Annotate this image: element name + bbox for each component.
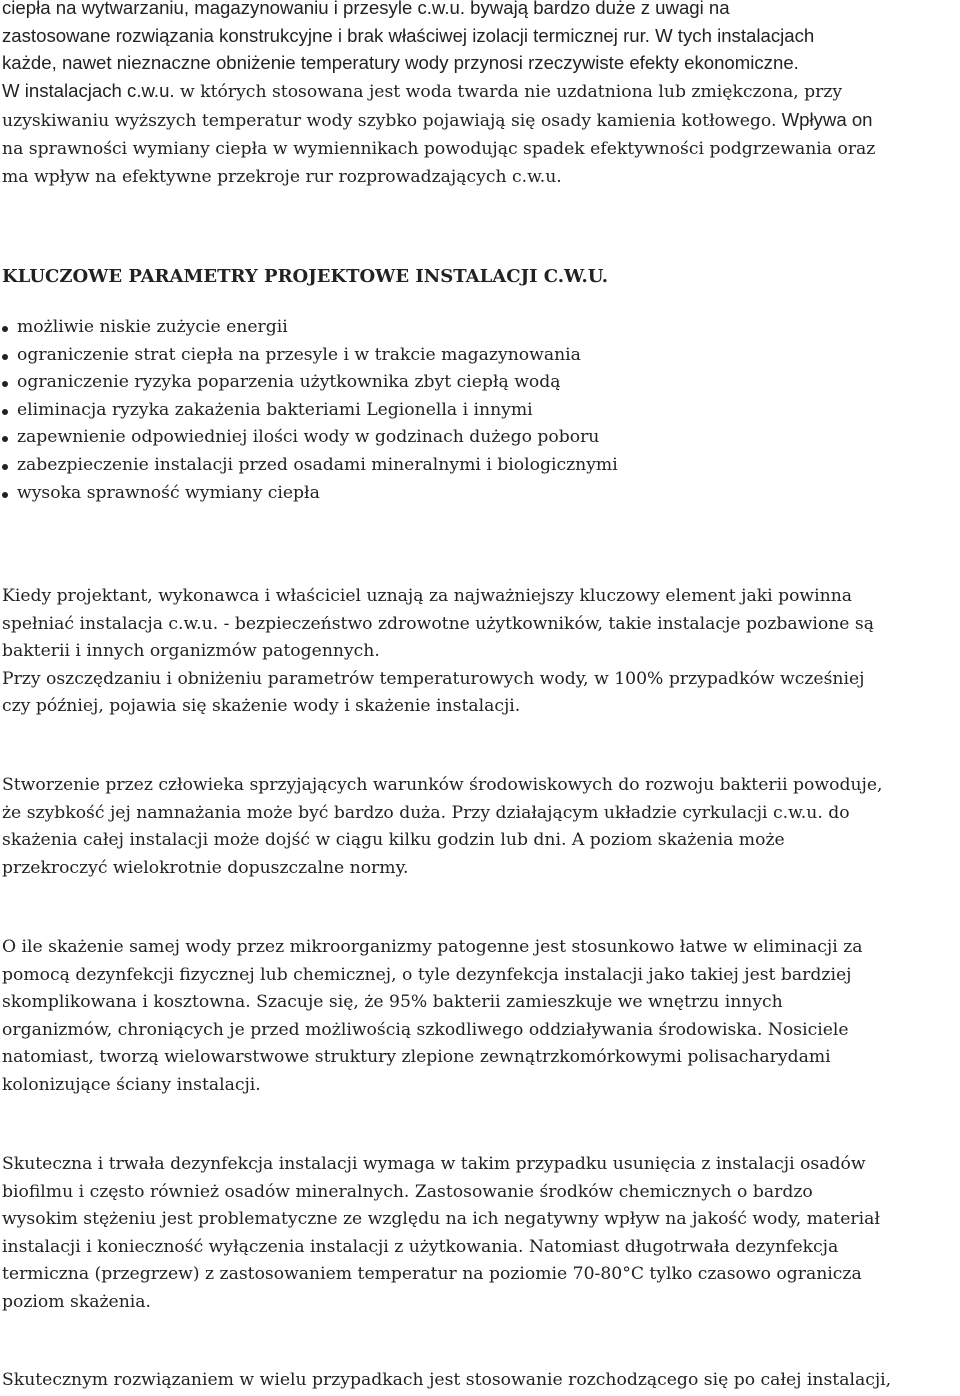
list-item: eliminacja ryzyka zakażenia bakteriami Legionella i innymi bbox=[17, 397, 618, 425]
paragraph-2 bbox=[2, 772, 960, 882]
para2-line-3: skażenia całej instalacji może dojść w ciągu kilku godzin lub dni. A poziom skażenia może bbox=[2, 830, 785, 851]
intro-line-5-start: uzyskiwaniu wyższych temperatur wody szybko pojawiają się osady kamienia kotłowego. bbox=[2, 111, 777, 132]
intro-line-4-start: W instalacjach c.w.u. bbox=[2, 79, 175, 101]
section-heading: KLUCZOWE PARAMETRY PROJEKTOWE INSTALACJI C.W.U. bbox=[2, 266, 609, 287]
intro-line-1: ciepła na wytwarzaniu, magazynowaniu i przesyle c.w.u. bywają bardzo duże z uwagi na bbox=[2, 0, 730, 18]
list-item: zabezpieczenie instalacji przed osadami mineralnymi i biologicznymi bbox=[17, 452, 618, 480]
para1-line-5: czy później, pojawia się skażenie wody i skażenie instalacji. bbox=[2, 696, 521, 717]
para3-line-6: kolonizujące ściany instalacji. bbox=[2, 1074, 261, 1095]
para1-line-1: Kiedy projektant, wykonawca i właściciel uznają za najważniejszy kluczowy element jaki powinna bbox=[2, 586, 853, 606]
paragraph-4 bbox=[2, 1151, 960, 1317]
para2-line-1: Stworzenie przez człowieka sprzyjających warunków środowiskowych do rozwoju bakterii powoduje, bbox=[2, 775, 883, 795]
para1-line-4: Przy oszczędzaniu i obniżeniu parametrów temperaturowych wody, w 100% przypadków wcześniej bbox=[2, 668, 865, 689]
para3-line-5: natomiast, tworzą wielowarstwowe struktury zlepione zewnątrzkomórkowymi polisacharydami bbox=[2, 1047, 831, 1068]
intro-line-4-rest: w których stosowana jest woda twarda nie uzdatniona lub zmiękczona, przy bbox=[174, 81, 843, 102]
intro-line-4 bbox=[2, 77, 960, 107]
intro-line-3: każde, nawet nieznaczne obniżenie temperatury wody przynosi rzeczywiste efekty ekonomiczne. bbox=[2, 52, 799, 74]
list-item: wysoka sprawność wymiany ciepła bbox=[17, 480, 618, 508]
para3-line-1: O ile skażenie samej wody przez mikroorganizmy patogenne jest stosunkowo łatwe w eliminacji za bbox=[2, 937, 863, 957]
intro-line-2: zastosowane rozwiązania konstrukcyjne i brak właściwej izolacji termicznej rur. W tych instalacjach bbox=[2, 24, 815, 46]
para4-line-3: wysokim stężeniu jest problematyczne ze względu na ich negatywny wpływ na jakość wody, materiał bbox=[2, 1209, 880, 1230]
para1-line-3: bakterii i innych organizmów patogennych. bbox=[2, 641, 380, 662]
intro-line-7: ma wpływ na efektywne przekroje rur rozprowadzających c.w.u. bbox=[2, 166, 562, 187]
para4-line-5: termiczna (przegrzew) z zastosowaniem temperatur na poziomie 70-80°C tylko czasowo ogranicza bbox=[2, 1264, 862, 1285]
intro-line-6: na sprawności wymiany ciepła w wymiennikach powodując spadek efektywności podgrzewania oraz bbox=[2, 138, 876, 159]
list-item: ograniczenie strat ciepła na przesyle i w trakcie magazynowania bbox=[17, 342, 618, 370]
para4-line-4: instalacji i konieczność wyłączenia instalacji z użytkowania. Natomiast długotrwała dezynfekcja bbox=[2, 1236, 839, 1257]
list-item: ograniczenie ryzyka poparzenia użytkownika zbyt ciepłą wodą bbox=[17, 369, 618, 397]
para3-line-2: pomocą dezynfekcji fizycznej lub chemicznej, o tyle dezynfekcja instalacji jako takiej jest bardziej bbox=[2, 964, 852, 985]
para2-line-2: że szybkość jej namnażania może być bardzo duża. Przy działającym układzie cyrkulacji c.w.u. do bbox=[2, 802, 850, 823]
intro-line-5-end: Wpływa on bbox=[776, 109, 873, 131]
paragraph-3 bbox=[2, 934, 960, 1100]
list-item: możliwie niskie zużycie energii bbox=[17, 314, 618, 342]
para4-line-6: poziom skażenia. bbox=[2, 1291, 151, 1312]
intro-line-5 bbox=[2, 106, 960, 136]
para2-line-4: przekroczyć wielokrotnie dopuszczalne normy. bbox=[2, 857, 409, 878]
para4-line-2: biofilmu i często również osadów mineralnych. Zastosowanie środków chemicznych o bardzo bbox=[2, 1181, 813, 1202]
para3-line-3: skomplikowana i kosztowna. Szacuje się, że 95% bakterii zamieszkuje we wnętrzu innych bbox=[2, 992, 783, 1013]
list-item: zapewnienie odpowiedniej ilości wody w godzinach dużego poboru bbox=[17, 424, 618, 452]
intro-paragraph bbox=[2, 0, 960, 191]
para5-line-1: Skutecznym rozwiązaniem w wielu przypadkach jest stosowanie rozchodzącego się po całej instalacji, bbox=[2, 1370, 892, 1390]
paragraph-5 bbox=[2, 1367, 960, 1395]
paragraph-1 bbox=[2, 583, 960, 721]
para4-line-1: Skuteczna i trwała dezynfekcja instalacji wymaga w takim przypadku usunięcia z instalacji osadów bbox=[2, 1154, 866, 1174]
para3-line-4: organizmów, chroniących je przed możliwością szkodliwego oddziaływania środowiska. Nosiciele bbox=[2, 1019, 849, 1040]
key-params-list bbox=[0, 314, 618, 507]
para1-line-2: spełniać instalacja c.w.u. - bezpieczeństwo zdrowotne użytkowników, takie instalacje pozbawione są bbox=[2, 613, 874, 634]
